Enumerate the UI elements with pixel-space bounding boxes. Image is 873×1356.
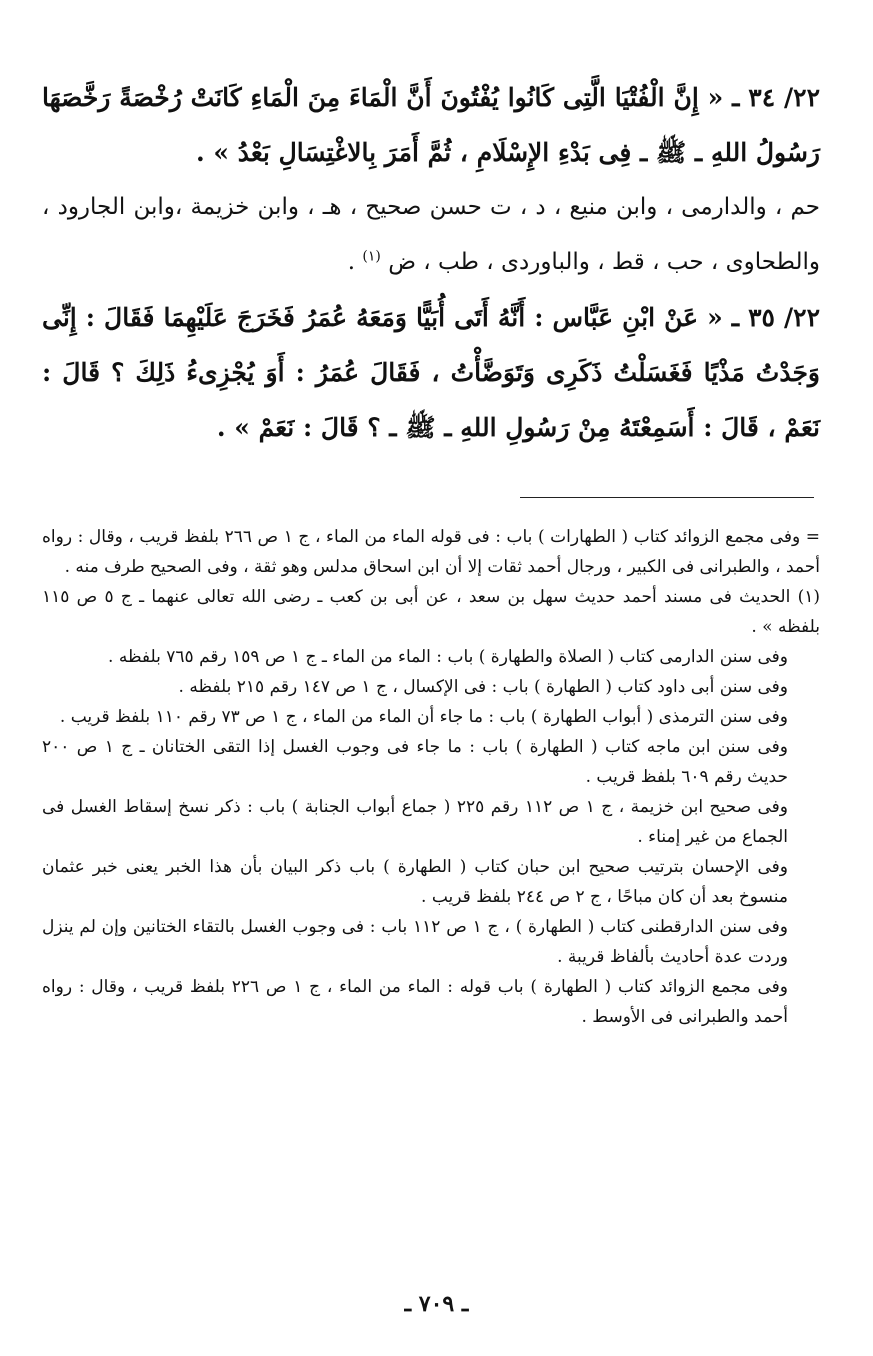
footnote-daraqutni: وفى سنن الدارقطنى كتاب ( الطهارة ) ، ج ١ ص ١١٢ باب : فى وجوب الغسل بالتقاء الختانين وإن لم ينزل وردت عدة أحاديث بألفاظ قريبة .: [42, 917, 788, 967]
hadith-34-sources: حم ، والدارمى ، وابن منيع ، د ، ت حسن صحيح ، هـ ، وابن خزيمة ،وابن الجارود ، والطحاوى ، حب ، قط ، والباوردى ، طب ، ض $^{(١)}$ .: [42, 194, 820, 275]
footnote-abu-dawud: وفى سنن أبى داود كتاب ( الطهارة ) باب : فى الإكسال ، ج ١ ص ١٤٧ رقم ٢١٥ بلفظه .: [178, 677, 788, 697]
hadith-34: ٢٢/ ٣٤ ـ « إِنَّ الْفُتْيَا الَّتِى كَانُوا يُفْتُونَ أَنَّ الْمَاءَ مِنَ الْمَاءِ كَانَتْ رُخْصَةً رَخَّصَهَا رَسُولُ اللهِ ـ ﷺ ـ فِى بَدْءِ الإِسْلَامِ ، ثُمَّ أَمَرَ بِالاغْتِسَالِ بَعْدُ » .: [42, 83, 820, 167]
footnote-1: (١) الحديث فى مسند أحمد حديث سهل بن سعد ، عن أبى بن كعب ـ رضى الله تعالى عنهما ـ ج ٥ ص ١١٥ بلفظه » .: [42, 587, 820, 637]
footnote-divider: [520, 497, 814, 498]
footnote-darimi: وفى سنن الدارمى كتاب ( الصلاة والطهارة ) باب : الماء من الماء ـ ج ١ ص ١٥٩ رقم ٧٦٥ بلفظه .: [108, 647, 788, 667]
main-text: [42, 70, 820, 455]
footnote-ibn-majah: وفى سنن ابن ماجه كتاب ( الطهارة ) باب : ما جاء فى وجوب الغسل إذا التقى الختانان ـ ج ١ ص ٢٠٠ حديث رقم ٦٠٩ بلفظ قريب .: [42, 737, 788, 787]
footnote-ibn-hibban: وفى الإحسان بترتيب صحيح ابن حبان كتاب ( الطهارة ) باب ذكر البيان بأن هذا الخبر يعنى خبر عثمان منسوخ بعد أن كان مباحًا ، ج ٢ ص ٢٤٤ بلفظ قريب .: [42, 857, 788, 907]
footnotes: [42, 522, 820, 1032]
footnote-ibn-khuzaymah: وفى صحيح ابن خزيمة ، ج ١ ص ١١٢ رقم ٢٢٥ ( جماع أبواب الجنابة ) باب : ذكر نسخ إسقاط الغسل فى الجماع من غير إمناء .: [42, 797, 788, 847]
footnote-tirmidhi: وفى سنن الترمذى ( أبواب الطهارة ) باب : ما جاء أن الماء من الماء ، ج ١ ص ٧٣ رقم ١١٠ بلفظ قريب .: [59, 707, 788, 727]
hadith-34-sources-text: حم ، والدارمى ، وابن منيع ، د ، ت حسن صحيح ، هـ ، وابن خزيمة ،وابن الجارود ، والطحاوى ، حب ، قط ، والباوردى ، طب ، ض: [42, 194, 820, 275]
footnote-majma-zawaid: وفى مجمع الزوائد كتاب ( الطهارة ) باب قوله : الماء من الماء ، ج ١ ص ٢٢٦ بلفظ قريب ، وقال : رواه أحمد والطبرانى فى الأوسط .: [42, 977, 788, 1027]
hadith-35: ٢٢/ ٣٥ ـ « عَنْ ابْنِ عَبَّاس : أَنَّهُ أَتَى أُبَيًّا وَمَعَهُ عُمَرُ فَخَرَجَ عَلَيْهِمَا فَقَالَ : إِنِّى وَجَدْتُ مَذْيًا فَغَسَلْتُ ذَكَرِى وَتَوَضَّأْتُ ، فَقَالَ عُمَرُ : أَوَ يُجْزِىءُ ذَلِكَ ؟ قَالَ : نَعَمْ ، قَالَ : أَسَمِعْتَهُ مِنْ رَسُولِ اللهِ ـ ﷺ ـ ؟ قَالَ : نَعَمْ » .: [42, 303, 820, 442]
page-number: ـ ٧٠٩ ـ: [404, 1291, 469, 1317]
footnote-ref-1: (١): [362, 248, 381, 265]
footnote-continuation: = وفى مجمع الزوائد كتاب ( الطهارات ) باب : فى قوله الماء من الماء ، ج ١ ص ٢٦٦ بلفظ قريب ، وقال : رواه أحمد ، والطبرانى فى الكبير ، ورجال أحمد ثقات إلا أن ابن اسحاق مدلس وهو ثقة ، وفى الصحيح طرف منه .: [42, 527, 820, 577]
